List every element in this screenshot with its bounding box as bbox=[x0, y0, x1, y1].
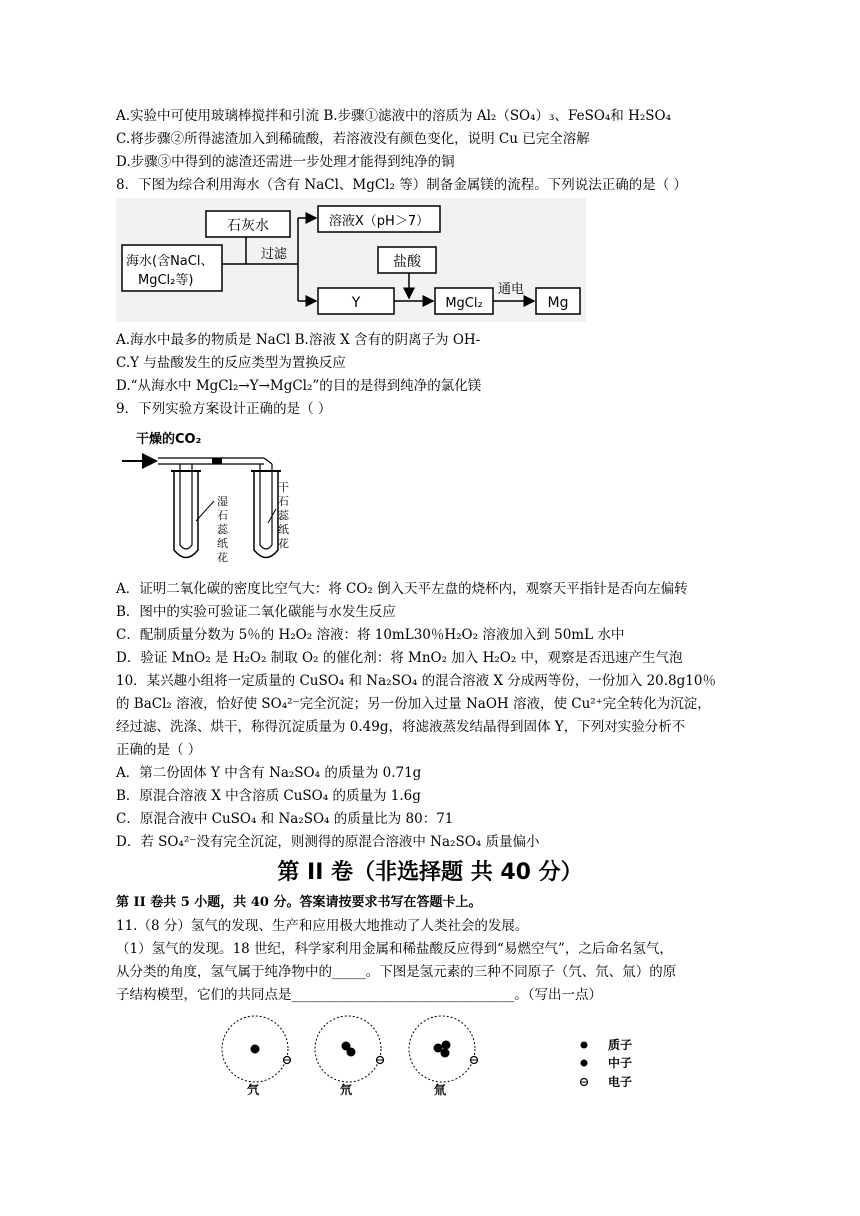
section-note: 第 II 卷共 5 小题，共 40 分。答案请按要求书写在答题卡上。 bbox=[116, 895, 482, 910]
question-11-text: 子结构模型，它们的共同点是_________________________________。（写出一点） bbox=[116, 987, 602, 1003]
protium-label: 氕 bbox=[247, 1083, 260, 1097]
wet-litmus-label: 湿石蕊纸花 bbox=[217, 495, 228, 564]
seawater-label-2: MgCl₂等) bbox=[138, 273, 194, 288]
option-line: B．图中的实验可验证二氧化碳能与水发生反应 bbox=[116, 604, 396, 620]
mgcl2-label: MgCl₂ bbox=[445, 296, 483, 311]
option-line: D．验证 MnO₂ 是 H₂O₂ 制取 O₂ 的催化剂：将 MnO₂ 加入 H₂O₂ 中，观察是否迅速产生气泡 bbox=[116, 650, 683, 666]
question-8-stem: 8．下图为综合利用海水（含有 NaCl、MgCl₂ 等）制备金属镁的流程。下列说法正确的是（ ） bbox=[116, 177, 687, 193]
dry-co2-label: 干燥的CO₂ bbox=[136, 432, 202, 447]
question-10-stem: 正确的是（ ） bbox=[116, 742, 202, 758]
option-line: D.“从海水中 MgCl₂→Y→MgCl₂”的目的是得到纯净的氯化镁 bbox=[116, 378, 482, 394]
seawater-label-1: 海水(含NaCl、 bbox=[126, 254, 214, 269]
electrolysis-label: 通电 bbox=[498, 282, 525, 297]
option-line: A．第二份固体 Y 中含有 Na₂SO₄ 的质量为 0.71g bbox=[116, 765, 422, 781]
legend-neutron-icon bbox=[581, 1060, 588, 1067]
option-line: B．原混合溶液 X 中含溶质 CuSO₄ 的质量为 1.6g bbox=[116, 788, 421, 804]
option-line: A．证明二氧化碳的密度比空气大：将 CO₂ 倒入天平左盘的烧杯内，观察天平指针是否向左偏转 bbox=[116, 581, 688, 597]
option-line: C．原混合液中 CuSO₄ 和 Na₂SO₄ 的质量比为 80：71 bbox=[116, 811, 454, 827]
co2-test-tube-apparatus bbox=[116, 425, 306, 570]
option-line: C．配制质量分数为 5％的 H₂O₂ 溶液：将 10mL30％H₂O₂ 溶液加入到 50mL 水中 bbox=[116, 627, 625, 643]
legend-electron-label: 电子 bbox=[608, 1075, 633, 1089]
option-line: A.海水中最多的物质是 NaCl B.溶液 X 含有的阴离子为 OH- bbox=[116, 332, 481, 348]
question-10-stem: 经过滤、洗涤、烘干，称得沉淀质量为 0.49g，将滤液蒸发结晶得到固体 Y，下列对实验分析不 bbox=[116, 719, 686, 735]
legend-neutron-label: 中子 bbox=[608, 1056, 633, 1070]
question-11-text: 从分类的角度，氢气属于纯净物中的_____。下图是氢元素的三种不同原子（氕、氘、氚）的原 bbox=[116, 964, 677, 980]
tritium-label: 氚 bbox=[434, 1083, 447, 1097]
question-11-stem: 11.（8 分）氢气的发现、生产和应用极大地推动了人类社会的发展。 bbox=[116, 918, 529, 934]
question-11-text: （1）氢气的发现。18 世纪，科学家利用金属和稀盐酸反应得到“易燃空气”，之后命名氢气， bbox=[116, 941, 673, 957]
y-label: Y bbox=[351, 295, 361, 311]
section-title: 第 II 卷（非选择题 共 40 分） bbox=[277, 860, 583, 885]
option-line: C.Y 与盐酸发生的反应类型为置换反应 bbox=[116, 355, 346, 371]
mg-label: Mg bbox=[547, 295, 569, 311]
dry-litmus-label: 干石蕊纸花 bbox=[278, 481, 289, 550]
question-10-stem: 10．某兴趣小组将一定质量的 CuSO₄ 和 Na₂SO₄ 的混合溶液 X 分成两等份，一份加入 20.8g10％ bbox=[116, 673, 716, 689]
option-line: C.将步骤②所得滤渣加入到稀硫酸，若溶液没有颜色变化，说明 Cu 已完全溶解 bbox=[116, 131, 590, 147]
legend-proton-icon bbox=[581, 1042, 588, 1049]
question-9-stem: 9．下列实验方案设计正确的是（ ） bbox=[116, 401, 332, 417]
legend-proton-label: 质子 bbox=[608, 1038, 633, 1052]
neutron-dot bbox=[441, 1049, 450, 1058]
hydrogen-isotope-atom-models bbox=[210, 1012, 650, 1098]
option-line: A.实验中可使用玻璃棒搅拌和引流 B.步骤①滤液中的溶质为 Al₂（SO₄）₃、FeSO₄和 H₂SO₄ bbox=[116, 108, 672, 124]
option-line: D．若 SO₄²⁻没有完全沉淀，则测得的原混合溶液中 Na₂SO₄ 质量偏小 bbox=[116, 834, 540, 850]
hcl-label: 盐酸 bbox=[393, 254, 421, 270]
solution-x-label: 溶液X（pH＞7） bbox=[328, 214, 430, 229]
neutron-dot bbox=[347, 1048, 356, 1057]
proton-dot bbox=[251, 1045, 260, 1054]
question-10-stem: 的 BaCl₂ 溶液，恰好使 SO₄²⁻完全沉淀；另一份加入过量 NaOH 溶液，使 Cu²⁺完全转化为沉淀， bbox=[116, 696, 711, 712]
option-line: D.步骤③中得到的滤渣还需进一步处理才能得到纯净的铜 bbox=[116, 154, 455, 170]
seawater-magnesium-flow-diagram bbox=[116, 198, 586, 322]
neutron-dot bbox=[442, 1041, 451, 1050]
filter-label: 过滤 bbox=[261, 247, 288, 262]
lime-water-label: 石灰水 bbox=[227, 218, 269, 234]
deuterium-label: 氘 bbox=[340, 1083, 353, 1097]
